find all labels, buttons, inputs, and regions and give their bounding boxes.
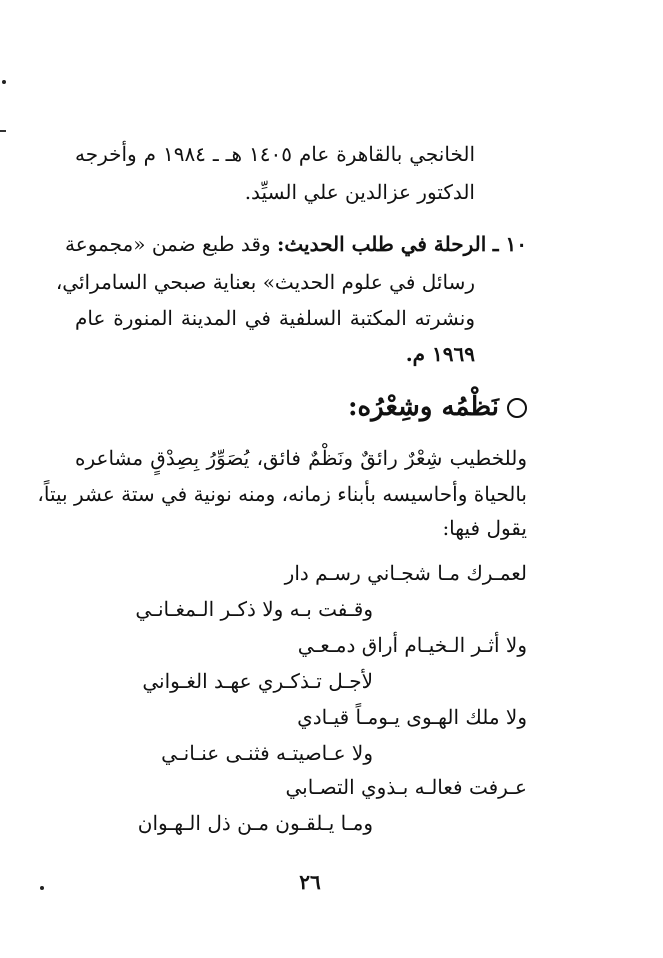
paragraph2-line2: بالحياة وأحاسيسه بأبناء زمانه، ومنه نونية في ستة عشر بيتاً،: [37, 482, 527, 506]
page-number: ٢٦: [299, 870, 321, 894]
poem-verse: وقـفت بـه ولا ذكـر الـمغـانـي: [135, 597, 373, 621]
paragraph2-line3: يقول فيها:: [442, 516, 527, 540]
paragraph2-line1: وللخطيب شِعْرٌ رائقٌ ونَظْمٌ فائق، يُصَوِّرُ بِصِدْقٍ مشاعره: [75, 446, 527, 470]
poem-verse: عـرفت فعالـه بـذوي التصـابي: [285, 775, 527, 799]
poem-verse: ولا أثـر الـخيـام أراق دمـعـي: [297, 633, 527, 657]
item10-line1-rest: وقد طبع ضمن «مجموعة: [65, 232, 271, 256]
poem-verse: لعمـرك مـا شجـاني رسـم دار: [284, 561, 527, 585]
poem-verse: ولا عـاصيتـه فثنـى عنـانـي: [161, 741, 373, 765]
item10-title: الرحلة في طلب الحديث:: [276, 232, 487, 256]
margin-dot: [40, 886, 44, 890]
paragraph1-line1: الخانجي بالقاهرة عام ١٤٠٥ هـ ـ ١٩٨٤ م وأخرجه: [75, 142, 476, 166]
poem-verse: ومـا يـلقـون مـن ذل الـهـوان: [137, 811, 373, 835]
item10-line1: [65, 226, 527, 262]
item10-number: ١٠ ـ: [492, 232, 527, 256]
margin-dot: [2, 80, 6, 84]
section-heading-row: [348, 392, 527, 422]
item10-line4: ١٩٦٩ م.: [405, 342, 475, 366]
poem-verse: ولا ملك الهـوى يـومـاً قيـادي: [297, 705, 527, 729]
item10-line3: ونشرته المكتبة السلفية في المدينة المنورة عام: [75, 306, 475, 330]
circle-bullet-icon: [507, 398, 527, 418]
poem-verse: لأجـل تـذكـري عهـد الغـواني: [142, 669, 373, 693]
item10-line2: رسائل في علوم الحديث» بعناية صبحي السامرائي،: [55, 270, 475, 294]
paragraph1-line2: الدكتور عزالدين علي السيِّد.: [244, 180, 475, 204]
margin-dash: [0, 130, 6, 132]
section-heading: نَظْمُه وشِعْرُه:: [347, 392, 499, 422]
